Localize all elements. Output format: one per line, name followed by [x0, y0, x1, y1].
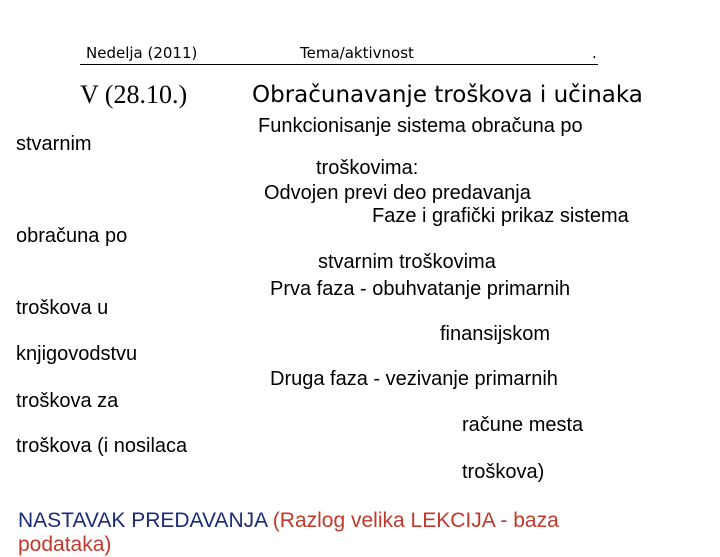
right-line-6: Prva faza - obuhvatanje primarnih: [270, 278, 571, 300]
left-line-3: troškova u: [16, 297, 109, 319]
left-line-4: knjigovodstvu: [16, 343, 138, 365]
week-header-underline: [80, 64, 258, 65]
left-line-1: stvarnim: [16, 133, 92, 155]
week-header-label: Nedelja (2011): [86, 44, 198, 62]
right-line-9: račune mesta: [462, 414, 584, 436]
right-line-1: Funkcionisanje sistema obračuna po: [258, 115, 583, 137]
right-line-4: Faze i grafički prikaz sistema: [372, 205, 629, 227]
footer-highlight: NASTAVAK PREDAVANJA: [18, 509, 267, 532]
right-line-7: finansijskom: [440, 323, 551, 345]
footer-cut-line: podataka): [18, 533, 112, 556]
lesson-title: Obračunavanje troškova i učinaka: [252, 82, 643, 108]
topic-header-label: Tema/aktivnost: [300, 44, 414, 62]
week-value: V (28.10.): [80, 80, 188, 109]
right-line-3: Odvojen previ deo predavanja: [264, 182, 531, 204]
topic-header-dot: .: [592, 44, 597, 62]
footer-rest: (Razlog velika LEKCIJA - baza: [266, 509, 559, 532]
topic-header-underline: [258, 64, 598, 65]
right-line-5: stvarnim troškovima: [318, 251, 496, 273]
left-line-2: obračuna po: [16, 225, 128, 247]
right-line-10: troškova): [462, 461, 545, 483]
left-line-6: troškova (i nosilaca: [16, 435, 188, 457]
right-line-8: Druga faza - vezivanje primarnih: [270, 368, 558, 390]
footer-line: [18, 509, 559, 533]
right-line-2: troškovima:: [316, 157, 419, 179]
left-line-5: troškova za: [16, 390, 119, 412]
